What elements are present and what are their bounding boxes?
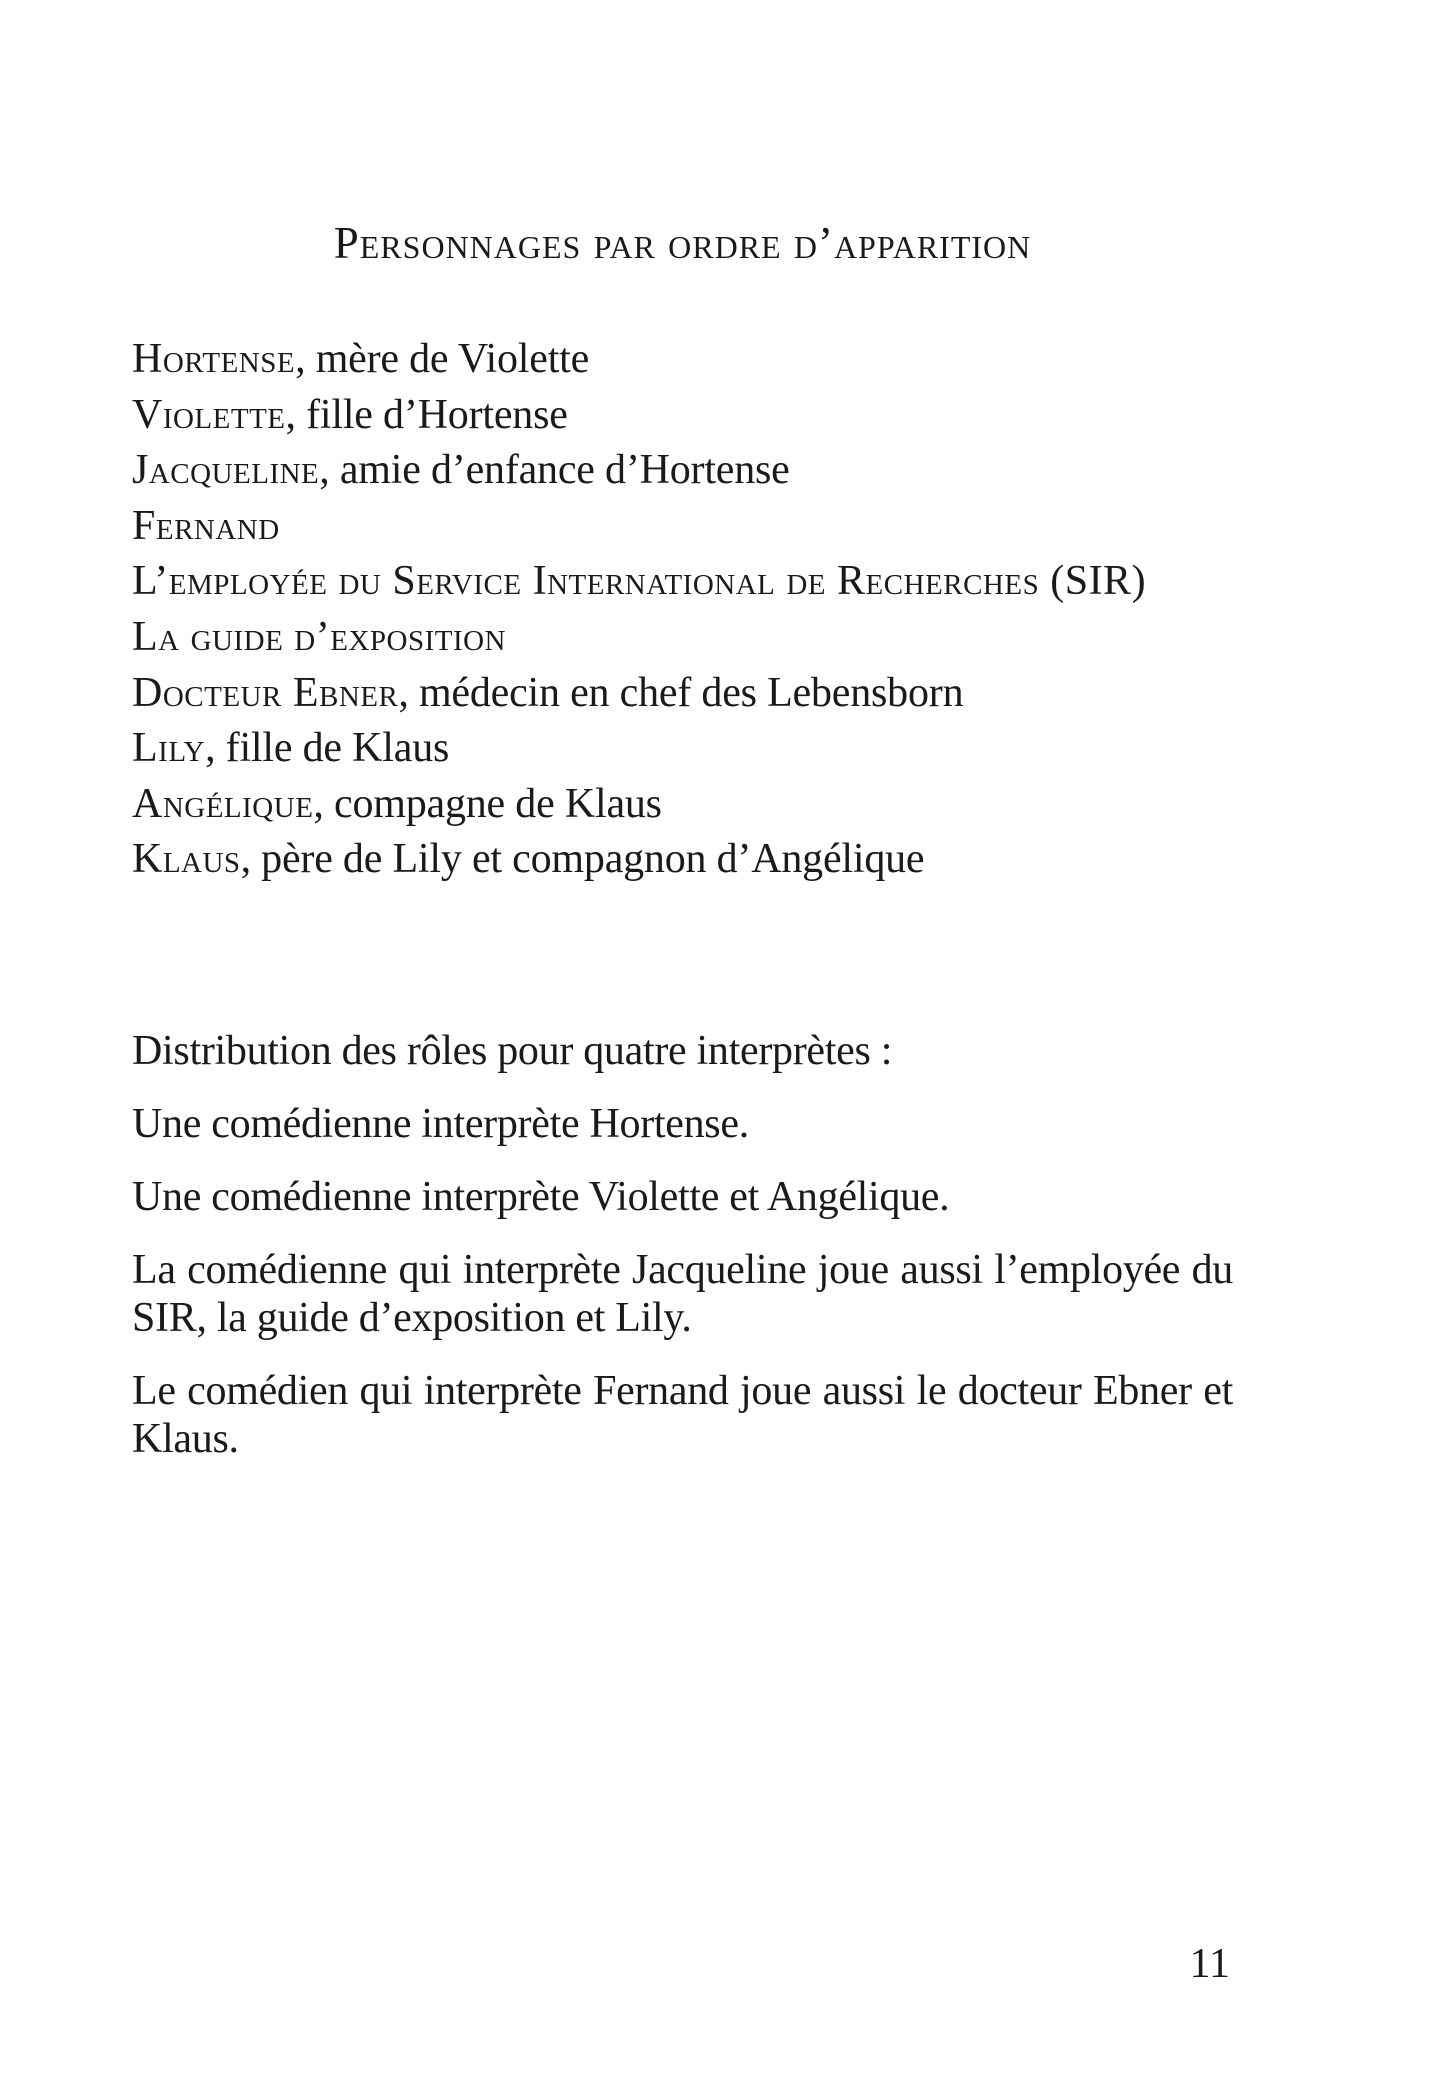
character-item: [132, 832, 1233, 888]
character-item: [132, 388, 1233, 444]
page-number: 11: [1189, 1941, 1230, 1987]
distribution-paragraph: La comédienne qui interprète Jacqueline joue aussi l’employée du SIR, la guide d’exposition et Lily.: [132, 1246, 1233, 1341]
character-name: L’employée du Service International de Recherches (SIR): [132, 558, 1147, 605]
page-title: Personnages par ordre d’apparition: [333, 218, 1032, 268]
character-item: [132, 777, 1233, 833]
character-description: , mère de Violette: [295, 336, 590, 382]
character-description: , compagne de Klaus: [313, 780, 662, 827]
text-block: [132, 0, 1233, 1463]
character-description: , amie d’enfance d’Hortense: [319, 447, 790, 494]
distribution-section: [132, 1027, 1233, 1463]
character-name: Klaus: [132, 836, 241, 883]
character-item: [132, 499, 1233, 555]
character-description: , fille d’Hortense: [285, 391, 568, 438]
character-name: Hortense: [132, 336, 296, 382]
distribution-paragraph: Le comédien qui interprète Fernand joue aussi le docteur Ebner et Klaus.: [132, 1367, 1233, 1462]
character-item: [132, 554, 1233, 610]
character-item: [132, 332, 1233, 388]
character-description: , fille de Klaus: [205, 725, 450, 772]
character-name: Jacqueline: [132, 447, 320, 494]
distribution-paragraph: Une comédienne interprète Violette et Angélique.: [132, 1173, 950, 1220]
character-item: [132, 443, 1233, 499]
distribution-paragraph: Une comédienne interprète Hortense.: [132, 1100, 749, 1147]
distribution-intro: Distribution des rôles pour quatre interprètes :: [132, 1027, 893, 1074]
character-name: La guide d’exposition: [132, 613, 506, 660]
character-name: Angélique: [132, 780, 314, 827]
character-description: , père de Lily et compagnon d’Angélique: [240, 836, 925, 883]
character-name: Docteur Ebner: [132, 669, 399, 716]
character-list: [132, 332, 1233, 888]
character-name: Fernand: [132, 502, 280, 549]
character-name: Violette: [132, 391, 286, 438]
character-item: [132, 666, 1233, 722]
character-item: [132, 721, 1233, 777]
character-item: [132, 610, 1233, 666]
character-description: , médecin en chef des Lebensborn: [398, 669, 964, 716]
character-name: Lily: [132, 725, 206, 772]
